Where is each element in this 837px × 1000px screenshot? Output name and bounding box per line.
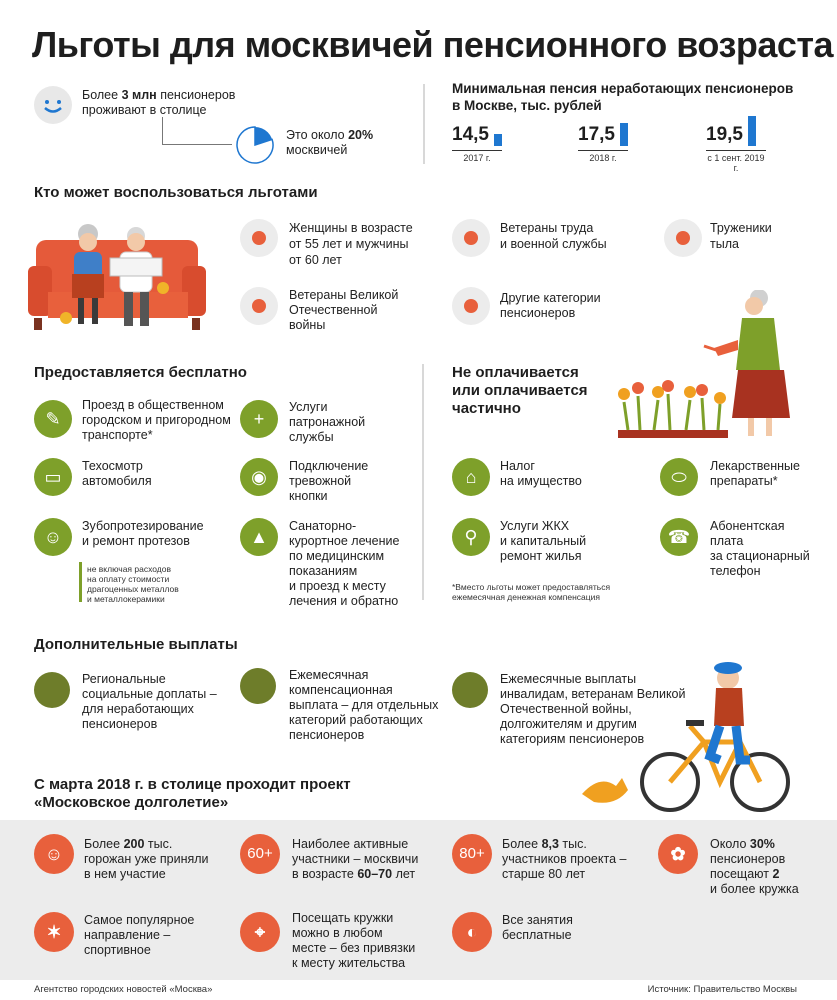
location-icon: ⌖ xyxy=(240,912,280,952)
extra-heading: Дополнительные выплаты xyxy=(34,636,238,653)
who-bullet-5 xyxy=(452,287,490,325)
pension-bar-1 xyxy=(494,134,502,146)
extra-bullet-3 xyxy=(452,672,488,708)
project-item-sport: Самое популярное направление – спортивное xyxy=(84,913,195,957)
elderly-cyclist-illustration xyxy=(570,656,800,820)
project-item-clubs: Около 30% пенсионеров посещают 2 и более кружка xyxy=(710,837,799,896)
who-bullet-2 xyxy=(452,219,490,257)
partial-item-utilities: Услуги ЖКХ и капитальный ремонт жилья xyxy=(500,519,587,563)
section-divider-middle xyxy=(422,364,424,600)
free-item-alarm-button: Подключение тревожной кнопки xyxy=(289,459,369,503)
age-80-plus-icon: 80+ xyxy=(452,834,492,874)
dental-note-bar xyxy=(79,562,82,602)
footer-agency: Агентство городских новостей «Москва» xyxy=(34,984,213,995)
who-item-women-men: Женщины в возрасте от 55 лет и мужчины от 60 лет xyxy=(289,221,413,267)
extra-item-compensation: Ежемесячная компенсационная выплата – для отдельных категорий работающих пенсионеров xyxy=(289,668,439,742)
pension-value-1: 14,5 xyxy=(452,124,489,145)
pension-year-3: с 1 сент. 2019 г. xyxy=(706,150,766,173)
project-item-free: Все занятия бесплатные xyxy=(502,913,573,942)
who-bullet-4 xyxy=(240,287,278,325)
partial-item-medicine: Лекарственные препараты* xyxy=(710,459,800,488)
car-icon: ▭ xyxy=(34,458,72,496)
free-heading: Предоставляется бесплатно xyxy=(34,364,247,381)
free-item-patronage: Услуги патронажной службы xyxy=(289,400,366,444)
mountains-icon: ▲ xyxy=(240,518,278,556)
pill-icon: ⬭ xyxy=(660,458,698,496)
piggy-bank-icon: ◐ xyxy=(452,912,492,952)
dentures-icon: ☺ xyxy=(34,518,72,556)
intro-percentage: Это около 20% москвичей xyxy=(286,128,374,157)
who-item-war-veterans: Ветераны Великой Отечественной войны xyxy=(289,288,399,332)
intro-connector-line-v xyxy=(162,117,163,145)
smiley-icon xyxy=(34,86,72,124)
pension-value-2: 17,5 xyxy=(578,124,615,145)
woman-watering-flowers-illustration xyxy=(614,290,804,446)
extra-bullet-1 xyxy=(34,672,70,708)
who-item-home-front: Труженики тыла xyxy=(710,221,772,251)
who-item-labor-veterans: Ветераны труда и военной службы xyxy=(500,221,607,251)
partial-item-phone: Абонентская плата за стационарный телефон xyxy=(710,519,810,578)
intro-connector-line xyxy=(162,144,232,145)
telephone-icon: ☎ xyxy=(660,518,698,556)
pension-year-2: 2018 г. xyxy=(578,150,628,163)
extra-bullet-2 xyxy=(240,668,276,704)
elderly-couple-sofa-illustration xyxy=(28,222,206,336)
project-item-over-80: Более 8,3 тыс. участников проекта – старше 80 лет xyxy=(502,837,627,881)
palette-icon: ✿ xyxy=(658,834,698,874)
pension-value-3: 19,5 xyxy=(706,124,743,145)
age-60-plus-icon: 60+ xyxy=(240,834,280,874)
section-divider xyxy=(423,84,425,164)
free-item-dental: Зубопротезирование и ремонт протезов xyxy=(82,519,204,548)
house-icon: ⌂ xyxy=(452,458,490,496)
who-item-other: Другие категории пенсионеров xyxy=(500,291,601,320)
project-heading: С марта 2018 г. в столице проходит проект «Московское долголетие» xyxy=(34,776,351,811)
who-bullet-1 xyxy=(240,219,278,257)
partial-footnote: *Вместо льготы может предоставляться ежемесячная денежная компенсация xyxy=(452,582,611,602)
partial-item-property-tax: Налог на имущество xyxy=(500,459,582,488)
free-item-transport: Проезд в общественном городском и пригородном транспорте* xyxy=(82,398,231,442)
medical-kit-icon: + xyxy=(240,400,278,438)
runner-icon: ✶ xyxy=(34,912,74,952)
project-item-active-age: Наиболее активные участники – москвичи в возрасте 60–70 лет xyxy=(292,837,419,881)
extra-item-monthly: Ежемесячные выплаты инвалидам, ветеранам Великой Отечественной войны, долгожителям и другим категориям пенсионеров xyxy=(500,672,686,746)
page-title: Льготы для москвичей пенсионного возраста xyxy=(32,24,834,65)
project-item-participants: Более 200 тыс. горожан уже приняли в нем участие xyxy=(84,837,209,881)
pension-bar-3 xyxy=(748,116,756,146)
person-icon: ☺ xyxy=(34,834,74,874)
who-bullet-3 xyxy=(664,219,702,257)
intro-residents: Более 3 млн пенсионеров проживают в столице xyxy=(82,88,236,117)
partial-heading: Не оплачивается или оплачивается частично xyxy=(452,364,588,417)
population-pie-chart xyxy=(236,126,274,164)
pension-title: Минимальная пенсия неработающих пенсионеров в Москве, тыс. рублей xyxy=(452,81,794,113)
footer-source: Источник: Правительство Москвы xyxy=(647,984,797,995)
pension-year-1: 2017 г. xyxy=(452,150,502,163)
pension-bar-2 xyxy=(620,123,628,146)
project-item-anywhere: Посещать кружки можно в любом месте – без привязки к месту жительства xyxy=(292,911,416,970)
free-item-car-inspection: Техосмотр автомобиля xyxy=(82,459,152,488)
who-heading: Кто может воспользоваться льготами xyxy=(34,184,318,201)
alarm-button-icon: ◉ xyxy=(240,458,278,496)
extra-item-regional: Региональные социальные доплаты – для неработающих пенсионеров xyxy=(82,672,217,731)
faucet-icon: ⚲ xyxy=(452,518,490,556)
dental-note: не включая расходов на оплату стоимости драгоценных металлов и металлокерамики xyxy=(87,564,179,604)
free-item-sanatorium: Санаторно- курортное лечение по медицинским показаниям и проезд к месту лечения и обратно xyxy=(289,519,400,608)
ticket-icon: ✎ xyxy=(34,400,72,438)
